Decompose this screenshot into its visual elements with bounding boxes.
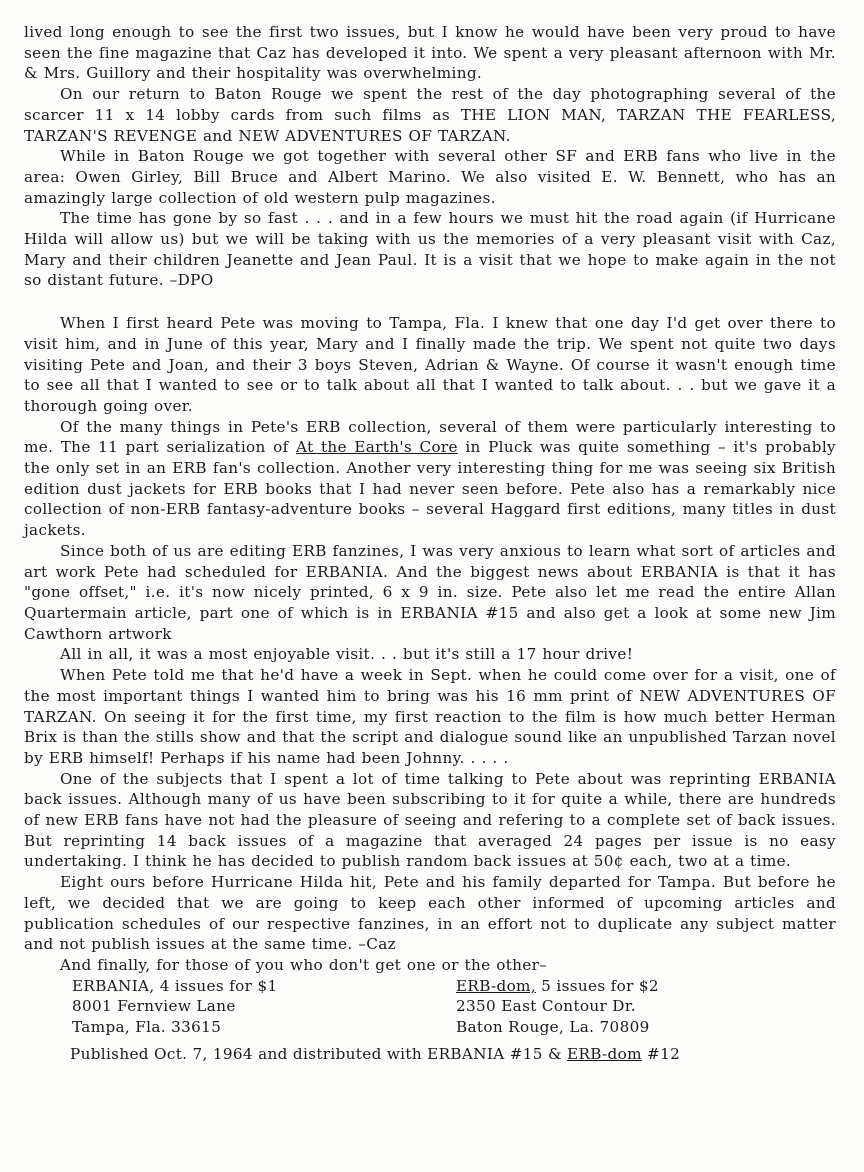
- paragraph-hurricane-hilda: Eight ours before Hurricane Hilda hit, Pete and his family departed for Tampa. But before he left, we decided that we are going to keep each other informed of upcoming articles and publication schedules of our respective fanzines, in an effort not to duplicate any subject matter and not publish issues at the same time. –Caz: [24, 873, 836, 954]
- footer-zine-name: ERB-dom: [567, 1044, 642, 1063]
- erbania-offer: ERBANIA, 4 issues for $1: [72, 976, 278, 995]
- erb-dom-city: Baton Rouge, La. 70809: [456, 1018, 650, 1037]
- erb-dom-name: ERB-dom,: [456, 976, 536, 995]
- erb-dom-offer-line: [456, 976, 836, 997]
- footer-text: Published Oct. 7, 1964 and distributed with ERBANIA #15 &: [70, 1044, 568, 1063]
- footer-issue: #12: [641, 1044, 681, 1063]
- book-title-underlined: At the Earth's Core: [296, 438, 458, 457]
- paragraph-reprinting-back-issues: One of the subjects that I spent a lot of time talking to Pete about was reprinting ERBANIA back issues. Although many of us have been subscribing to it for quite a while, there are hundreds of new ERB fans have not had the pleasure of seeing and refering to a complete set of back issues. But reprinting 14 back issues of a magazine that averaged 24 pages per issue is no easy undertaking. I think he has decided to publish random back issues at 50¢ each, two at a time.: [24, 769, 836, 871]
- erb-dom-street: 2350 East Contour Dr.: [456, 997, 636, 1016]
- paragraph-erb-collection: [24, 417, 836, 541]
- erbania-address: [24, 976, 430, 1038]
- paragraph-new-adventures-print: When Pete told me that he'd have a week in Sept. when he could come over for a visit, one of the most important things I wanted him to bring was his 16 mm print of NEW ADVENTURES OF TARZAN. On seeing it for the first time, my first reaction to the film is how much better Herman Brix is than the stills show and that the script and dialogue sound like an unpublished Tarzan novel by ERB himself! Perhaps if his name had been Johnny. . . . .: [24, 666, 836, 767]
- paragraph-enjoyable-visit: All in all, it was a most enjoyable visit. . . but it's still a 17 hour drive!: [60, 645, 634, 664]
- paragraph-dpo-closing: The time has gone by so fast . . . and in a few hours we must hit the road again (if Hurricane Hilda will allow us) but we will be taking with us the memories of a very pleasant visit with Caz, Mary and their children Jeanette and Jean Paul. It is a visit that we hope to make again in the not so distant future. –DPO: [24, 209, 836, 290]
- erb-dom-address: [430, 976, 836, 1038]
- paragraph-tampa-trip: When I first heard Pete was moving to Tampa, Fla. I knew that one day I'd get over there to visit him, and in June of this year, Mary and I finally made the trip. We spent not quite two days visiting Pete and Joan, and their 3 boys Steven, Adrian & Wayne. Of course it wasn't enough time to see all that I wanted to see or to talk about all that I wanted to talk about. . . but we gave it a thorough going over.: [24, 314, 836, 415]
- erbania-city: Tampa, Fla. 33615: [72, 1018, 222, 1037]
- section-gap: [24, 291, 836, 313]
- collection-text-after: in Pluck was quite something – it's probably the only set in an ERB fan's collection. Another very interesting thing for me was seeing six British edition dust jackets for ERB books that I had never seen before. Pete also has a remarkably nice collection of non-ERB fantasy-adventure books – several Haggard first editions, many titles in dust jackets.: [24, 438, 836, 540]
- publication-footer: [24, 1044, 836, 1065]
- erbania-street: 8001 Fernview Lane: [72, 997, 236, 1016]
- paragraph-guillory-visit: lived long enough to see the first two issues, but I know he would have been very proud to have seen the fine magazine that Caz has developed it into. We spent a very pleasant afternoon with Mr. & Mrs. Guillory and their hospitality was overwhelming.: [24, 23, 836, 83]
- subscription-addresses: [24, 976, 836, 1038]
- collection-text-before: Of the many things in Pete's ERB collection, several of them were particularly interesting to me. The 11 part serialization of: [24, 417, 836, 457]
- paragraph-lobby-cards: On our return to Baton Rouge we spent the rest of the day photographing several of the scarcer 11 x 14 lobby cards from such films as THE LION MAN, TARZAN THE FEARLESS, TARZAN'S REVENGE and NEW ADVENTURES OF TARZAN.: [24, 85, 836, 145]
- paragraph-and-finally: And finally, for those of you who don't get one or the other–: [60, 955, 548, 974]
- erb-dom-offer: 5 issues for $2: [536, 976, 659, 995]
- paragraph-baton-rouge-fans: While in Baton Rouge we got together with several other SF and ERB fans who live in the area: Owen Girley, Bill Bruce and Albert Marino. We also visited E. W. Bennett, who has an amazingly large collection of old western pulp magazines.: [24, 147, 836, 207]
- paragraph-erbania-news: Since both of us are editing ERB fanzines, I was very anxious to learn what sort of articles and art work Pete had scheduled for ERBANIA. And the biggest news about ERBANIA is that it has "gone offset," i.e. it's now nicely printed, 6 x 9 in. size. Pete also let me read the entire Allan Quartermain article, part one of which is in ERBANIA #15 and also get a look at some new Jim Cawthorn artwork: [24, 541, 836, 643]
